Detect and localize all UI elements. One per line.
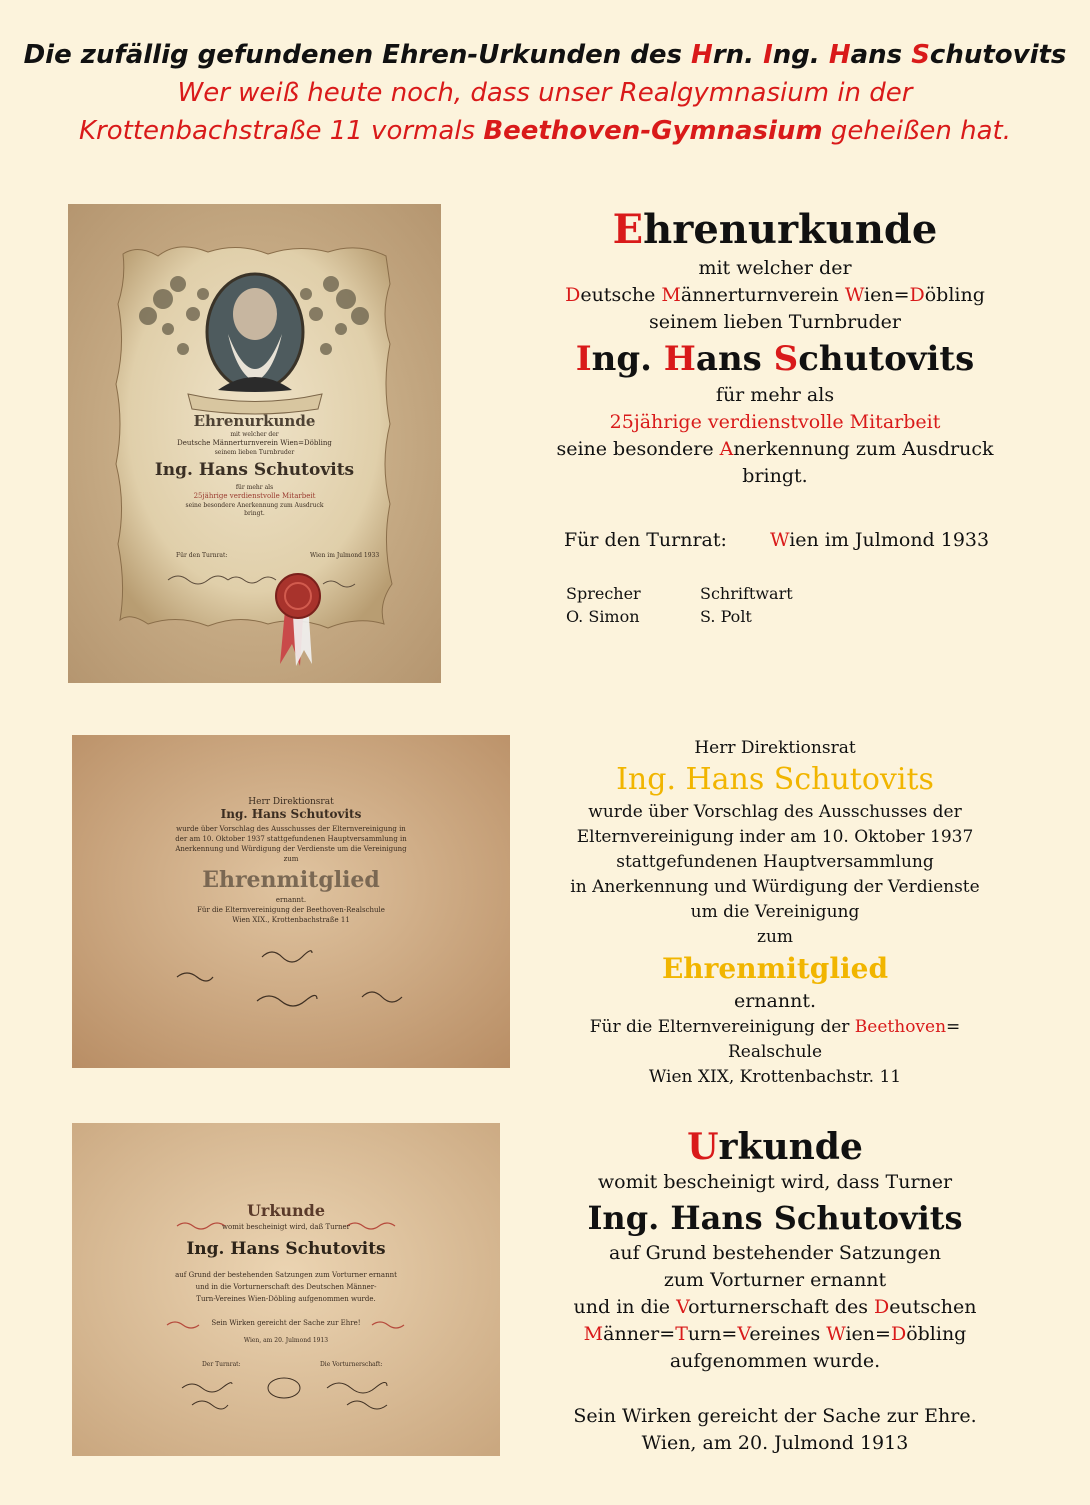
scan3-line: womit bescheinigt wird, daß Turner (222, 1223, 350, 1231)
header-line-2: Wer weiß heute noch, dass unser Realgymnasium in der (177, 78, 913, 108)
doc3-line: zum Vorturner ernannt (663, 1269, 887, 1291)
doc3-text: öbling (906, 1323, 967, 1345)
doc1-sprecher-label: Sprecher (566, 584, 641, 603)
scan1-line: seine besondere Anerkennung zum Ausdruck (185, 502, 324, 509)
doc3-title-rest: rkunde (718, 1126, 863, 1168)
doc3-initial: W (826, 1323, 846, 1345)
doc3-title-initial: U (687, 1126, 719, 1168)
doc1-initial: H (663, 339, 696, 379)
doc1-initial: M (661, 284, 681, 306)
doc1-text: eutsche (580, 284, 662, 306)
doc3-initial: V (737, 1323, 750, 1345)
header-line-1 (0, 36, 1090, 74)
certificate-scan-3 (72, 1123, 500, 1456)
doc2-line: wurde über Vorschlag des Ausschusses der (588, 802, 962, 822)
doc3-text: urn= (687, 1323, 738, 1345)
doc1-line: bringt. (742, 465, 808, 487)
scan2-line: der am 10. Oktober 1937 stattgefundenen Hauptversammlung in (175, 835, 407, 843)
scan1-line: seinem lieben Turnbruder (214, 449, 295, 456)
scan3-vorturnerschaft: Die Vorturnerschaft: (320, 1361, 383, 1368)
doc1-line: mit welcher der (698, 257, 852, 279)
transcription-2 (540, 736, 1010, 1090)
scan1-name: Ing. Hans Schutovits (154, 460, 355, 480)
header-bold: Beethoven-Gymnasium (483, 116, 823, 146)
doc1-text: öbling (924, 284, 985, 306)
doc3-line: auf Grund bestehender Satzungen (609, 1242, 941, 1264)
doc2-text: Für die Elternvereinigung der (589, 1017, 855, 1037)
scan3-line: und in die Vorturnerschaft des Deutschen Männer- (195, 1283, 377, 1291)
doc1-initial: D (565, 284, 581, 306)
doc3-line (540, 1321, 1010, 1348)
doc1-line (540, 282, 1010, 309)
scan2-line: zum (283, 855, 299, 863)
page-header (0, 36, 1090, 150)
scan1-line: für mehr als (235, 484, 274, 491)
doc2-school: Beethoven (854, 1017, 947, 1037)
doc2-line: Herr Direktionsrat (694, 738, 856, 758)
header-initial: H (691, 40, 713, 70)
doc1-initial: S (773, 339, 799, 379)
scan3-line: Sein Wirken gereicht der Sache zur Ehre! (211, 1319, 361, 1327)
doc2-line: stattgefundenen Hauptversammlung (616, 852, 934, 872)
doc1-initial: W (844, 284, 865, 306)
scan2-line: Anerkennung und Würdigung der Verdienste um die Vereinigung (175, 845, 407, 853)
scan3-line: Wien, am 20. Julmond 1913 (243, 1337, 329, 1344)
doc3-text: ien= (845, 1323, 891, 1345)
doc1-sprecher (566, 582, 641, 628)
scan3-title: Urkunde (246, 1201, 326, 1220)
doc1-line: 25jährige verdienstvolle Mitarbeit (609, 411, 941, 433)
doc1-text: seine besondere (556, 438, 720, 460)
doc1-line: seinem lieben Turnbruder (649, 311, 901, 333)
doc3-line: aufgenommen wurde. (669, 1350, 881, 1372)
header-initial: S (911, 40, 930, 70)
scan1-line: bringt. (244, 510, 265, 517)
doc3-line: Wien, am 20. Julmond 1913 (641, 1432, 909, 1454)
doc3-initial: T (675, 1323, 688, 1345)
doc3-line (540, 1294, 1010, 1321)
doc3-initial: V (676, 1296, 689, 1318)
doc3-initial: D (873, 1296, 890, 1318)
doc1-initial: W (770, 529, 790, 551)
doc2-line: ernannt. (733, 990, 817, 1012)
scan1-turnrat: Für den Turnrat: (176, 552, 228, 559)
doc3-initial: D (890, 1323, 907, 1345)
scan1-line: Deutsche Männerturnverein Wien=Döbling (177, 439, 332, 447)
scan2-line: ernannt. (275, 896, 307, 904)
doc1-line: für mehr als (715, 384, 835, 406)
doc1-place (770, 527, 989, 554)
doc1-sprecher-name: O. Simon (566, 607, 640, 626)
doc3-name: Ing. Hans Schutovits (587, 1199, 963, 1237)
scan1-line: 25jährige verdienstvolle Mitarbeit (193, 492, 316, 500)
scan3-turnrat: Der Turnrat: (202, 1361, 241, 1368)
certificate-scan-1 (68, 204, 441, 683)
scan2-line: Für die Elternvereinigung der Beethoven-Realschule (197, 906, 385, 914)
doc3-line: womit bescheinigt wird, dass Turner (597, 1171, 953, 1193)
doc2-name: Ing. Hans Schutovits (616, 762, 934, 797)
doc3-text: ereines (749, 1323, 827, 1345)
doc1-title-rest: hrenurkunde (643, 206, 938, 253)
scan1-line: mit welcher der (230, 431, 279, 438)
doc1-title (540, 205, 1010, 255)
doc3-text: eutschen (889, 1296, 977, 1318)
scan3-line: auf Grund der bestehenden Satzungen zum Vorturner ernannt (175, 1271, 397, 1279)
doc1-text: ng. (591, 339, 664, 379)
doc1-text: chutovits (798, 339, 975, 379)
doc3-text: orturnerschaft des (688, 1296, 874, 1318)
header-initial: I (763, 40, 773, 70)
header-text: ng. (772, 40, 829, 70)
doc2-line: Wien XIX, Krottenbachstr. 11 (648, 1067, 902, 1087)
doc3-text: änner= (603, 1323, 676, 1345)
scan1-place: Wien im Julmond 1933 (310, 552, 380, 559)
doc3-initial: M (583, 1323, 604, 1345)
scan3-name: Ing. Hans Schutovits (186, 1239, 386, 1259)
certificate-scan-2 (72, 735, 510, 1068)
doc2-text: = Realschule (727, 1017, 961, 1062)
header-text: geheißen hat. (822, 116, 1011, 146)
scan3-line: Turn-Vereines Wien-Döbling aufgenommen wurde. (196, 1295, 376, 1303)
doc1-name (540, 336, 1010, 382)
header-text: chutovits (929, 40, 1067, 70)
scan2-line: Herr Direktionsrat (248, 797, 334, 807)
scan2-honor: Ehrenmitglied (202, 867, 380, 893)
doc1-text: ien= (864, 284, 910, 306)
doc2-line: Elternvereinigung inder am 10. Oktober 1937 (576, 827, 974, 847)
doc2-honor: Ehrenmitglied (661, 952, 889, 985)
header-text: ans (850, 40, 912, 70)
doc1-schriftwart-label: Schriftwart (700, 584, 793, 603)
doc1-initial: D (909, 284, 925, 306)
doc2-line: zum (756, 927, 794, 947)
header-text: Krottenbachstraße 11 vormals (78, 116, 484, 146)
header-text: rn. (712, 40, 764, 70)
header-line-3 (0, 112, 1090, 150)
doc1-initial: I (575, 339, 592, 379)
doc1-line (540, 436, 1010, 463)
scan2-name: Ing. Hans Schutovits (220, 807, 362, 821)
doc1-schriftwart (700, 582, 793, 628)
doc2-line: in Anerkennung und Würdigung der Verdienste (570, 877, 980, 897)
doc1-title-initial: E (612, 206, 644, 253)
doc1-text: ien im Julmond 1933 (789, 529, 990, 551)
doc3-text: und in die (573, 1296, 677, 1318)
transcription-3 (540, 1125, 1010, 1457)
header-text: Die zufällig gefundenen Ehren-Urkunden des (23, 40, 692, 70)
doc1-turnrat: Für den Turnrat: (564, 529, 727, 551)
doc3-title (540, 1125, 1010, 1169)
scan2-line: wurde über Vorschlag des Ausschusses der Elternvereinigung in (176, 825, 406, 833)
transcription-1 (540, 205, 1010, 490)
doc1-text: ännerturnverein (680, 284, 845, 306)
scan1-title: Ehrenurkunde (193, 412, 316, 430)
doc2-line: um die Vereinigung (690, 902, 860, 922)
doc1-text: nerkennung zum Ausdruck (733, 438, 994, 460)
header-initial: H (828, 40, 851, 70)
doc1-text: ans (695, 339, 774, 379)
doc3-line: Sein Wirken gereicht der Sache zur Ehre. (573, 1405, 977, 1427)
doc1-schriftwart-name: S. Polt (700, 607, 752, 626)
scan2-line: Wien XIX., Krottenbachstraße 11 (232, 916, 350, 924)
doc2-line (540, 1015, 1010, 1065)
doc1-initial: A (719, 438, 734, 460)
